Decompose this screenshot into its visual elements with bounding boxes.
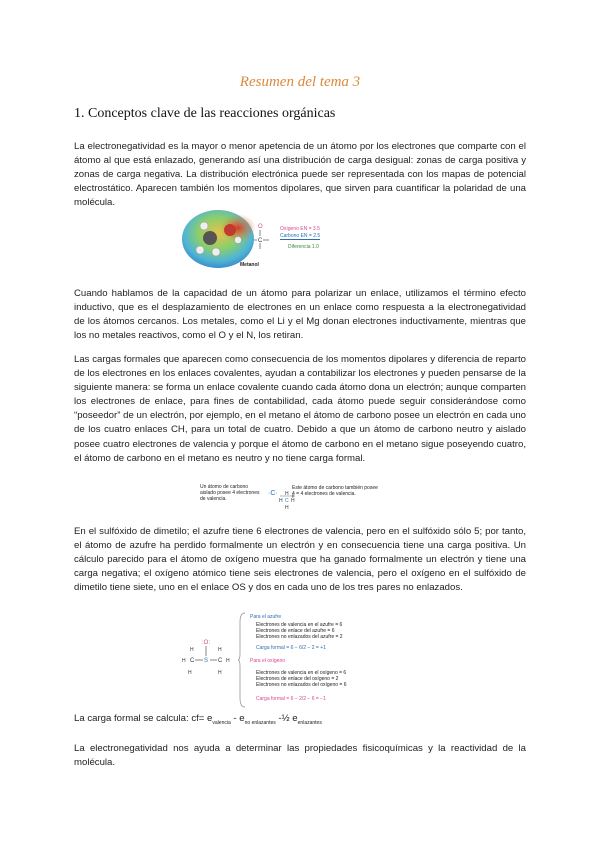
svg-text:H: H	[279, 498, 283, 504]
paragraph-dimethyl-sulfoxide: En el sulfóxido de dimetilo; el azufre tiene 6 electrones de valencia, pero en el sulfóxido sólo 5; por tanto, el átomo de azufre ha perdido formalmente un electrón y en consecuencia tiene una carga positiva. Un cálculo parecido para el átomo de oxígeno muestra que ha ganado formalmente un electrón y tiene una carga negativa; el oxígeno atómico tiene seis electrones de valencia, pero el oxígeno en el sulfóxido de dimetilo tiene siete, uno en el enlace OS y dos en cada uno de los tres pares no enlazados.	[74, 526, 526, 594]
svg-text:C: C	[258, 238, 263, 244]
figure-dmso-oxygen-row-3: Electrones no enlazados del oxígeno = 6	[256, 682, 347, 688]
figure-carbon-electrons	[200, 484, 400, 510]
methanol-structure-icon	[252, 220, 276, 254]
figure-dmso-calculation	[180, 612, 380, 708]
figure-dmso-sulfur-header: Para el azufre	[250, 614, 282, 620]
svg-text:O: O	[258, 224, 263, 230]
figure-methanol-oxygen: Oxígeno EN = 3.5	[280, 226, 320, 232]
formula-sep-2: -½ e	[275, 713, 298, 724]
formula-sub-valencia: valencia	[212, 719, 231, 726]
paragraph-inductive-effect: Cuando hablamos de la capacidad de un átomo para polarizar un enlace, utilizamos el término efecto inductivo, que es el desplazamiento de electrones en un enlace como respuesta a la electronegatividad de los átomos cercanos. Los metales, como el Li y el Mg donan electrones inductivamente, mientras que los no metales reactivos, como el O y el N, los retiran.	[74, 288, 526, 342]
section-heading: 1. Conceptos clave de las reacciones orgánicas	[74, 106, 336, 121]
figure-dmso-sulfur-row-1: Electrones de valencia en el azufre = 6	[256, 622, 343, 628]
figure-methanol-carbon: Carbono EN = 2.5	[280, 233, 321, 239]
svg-text::O:: :O:	[202, 640, 211, 646]
document-title: Resumen del tema 3	[239, 74, 361, 90]
figure-methanol-map	[178, 206, 338, 276]
svg-text:H: H	[291, 498, 295, 504]
figure-carbon-right-line-2: 4 = 4 electrones de valencia.	[292, 491, 356, 497]
figure-dmso-oxygen-row-1: Electrones de valencia en el oxígeno = 6	[256, 670, 347, 676]
svg-text:C: C	[190, 658, 195, 664]
figure-dmso-oxygen-row-2: Electrones de enlace del oxígeno = 2	[256, 676, 339, 682]
svg-text:H: H	[182, 658, 186, 664]
svg-text:H: H	[285, 491, 289, 497]
formal-charge-formula	[74, 713, 322, 726]
dmso-structure-icon	[180, 636, 232, 684]
figure-carbon-left-line-2: aislado posee 4 electrones	[200, 490, 260, 496]
figure-dmso-sulfur-charge: Carga formal = 6 − 6/2 − 2 = +1	[256, 645, 326, 651]
figure-dmso-oxygen-charge: Carga formal = 6 − 2/2 − 6 = −1	[256, 696, 326, 702]
formula-sep-1: - e	[230, 713, 245, 724]
paragraph-conclusion: La electronegatividad nos ayuda a determinar las propiedades fisicoquímicas y la reactividad de la molécula.	[74, 743, 526, 769]
figure-dmso-sulfur-row-3: Electrones no enlazados del azufre = 2	[256, 634, 343, 640]
svg-text:H: H	[226, 658, 230, 664]
figure-dmso-sulfur-row-2: Electrones de enlace del azufre = 6	[256, 628, 335, 634]
formula-sub-enlazantes: enlazantes	[297, 719, 322, 726]
paragraph-formal-charges: Las cargas formales que aparecen como consecuencia de los momentos dipolares y diferencia de reparto de los electrones en los enlaces covalentes, ayudan a contabilizar los electrones y pueden pensarse de la siguiente manera: se forma un enlace covalente cuando cada átomo dona un electrón; aunque comparten los electrones de enlace, para fines de contabilidad, cada átomo puede seguir considerándose como “poseedor” de un electrón, por ejemplo, en el metano el átomo de carbono posee un electrón en cada uno de los cuatro enlaces CH, para un total de cuatro. Debido a que un átomo de carbono neutro y aislado posee cuatro electrones de valencia y porque el átomo de carbono en el metano sigue poseyendo cuatro, el átomo de carbono en el metano es neutro y no tiene carga formal.	[74, 354, 526, 464]
figure-carbon-left-line-3: de valencia.	[200, 496, 227, 502]
svg-text:C: C	[218, 658, 223, 664]
figure-carbon-left-line-1: Un átomo de carbono	[200, 484, 249, 490]
svg-text:H: H	[218, 670, 222, 676]
svg-text:H: H	[285, 505, 289, 510]
svg-text:H: H	[190, 647, 194, 653]
formula-sub-no-enlazantes: no enlazantes	[244, 719, 276, 726]
svg-text:·C·: ·C·	[268, 490, 278, 497]
figure-methanol-difference: Diferencia 1.0	[288, 244, 319, 250]
svg-text:S: S	[204, 658, 209, 664]
svg-text:H: H	[218, 647, 222, 653]
formula-lead: La carga formal se calcula: cf= e	[74, 713, 213, 724]
brace-icon	[238, 612, 246, 708]
figure-dmso-oxygen-header: Para el oxígeno	[250, 658, 286, 664]
figure-methanol-caption: Metanol	[240, 262, 259, 268]
svg-text:H: H	[188, 670, 192, 676]
svg-text:C: C	[285, 498, 289, 504]
figure-carbon-right-line-1: Este átomo de carbono también posee	[292, 485, 378, 491]
paragraph-electronegativity: La electronegatividad es la mayor o menor apetencia de un átomo por los electrones que comparte con el átomo al que está enlazado, generando así una distribución de carga desigual: zonas de carga positiva y zonas de carga negativa. La distribución electrónica puede ser representada con los mapas de potencial electrostático. Aparecen también los momentos dipolares, que sirven para cuantificar la polaridad de una molécula.	[74, 141, 526, 209]
